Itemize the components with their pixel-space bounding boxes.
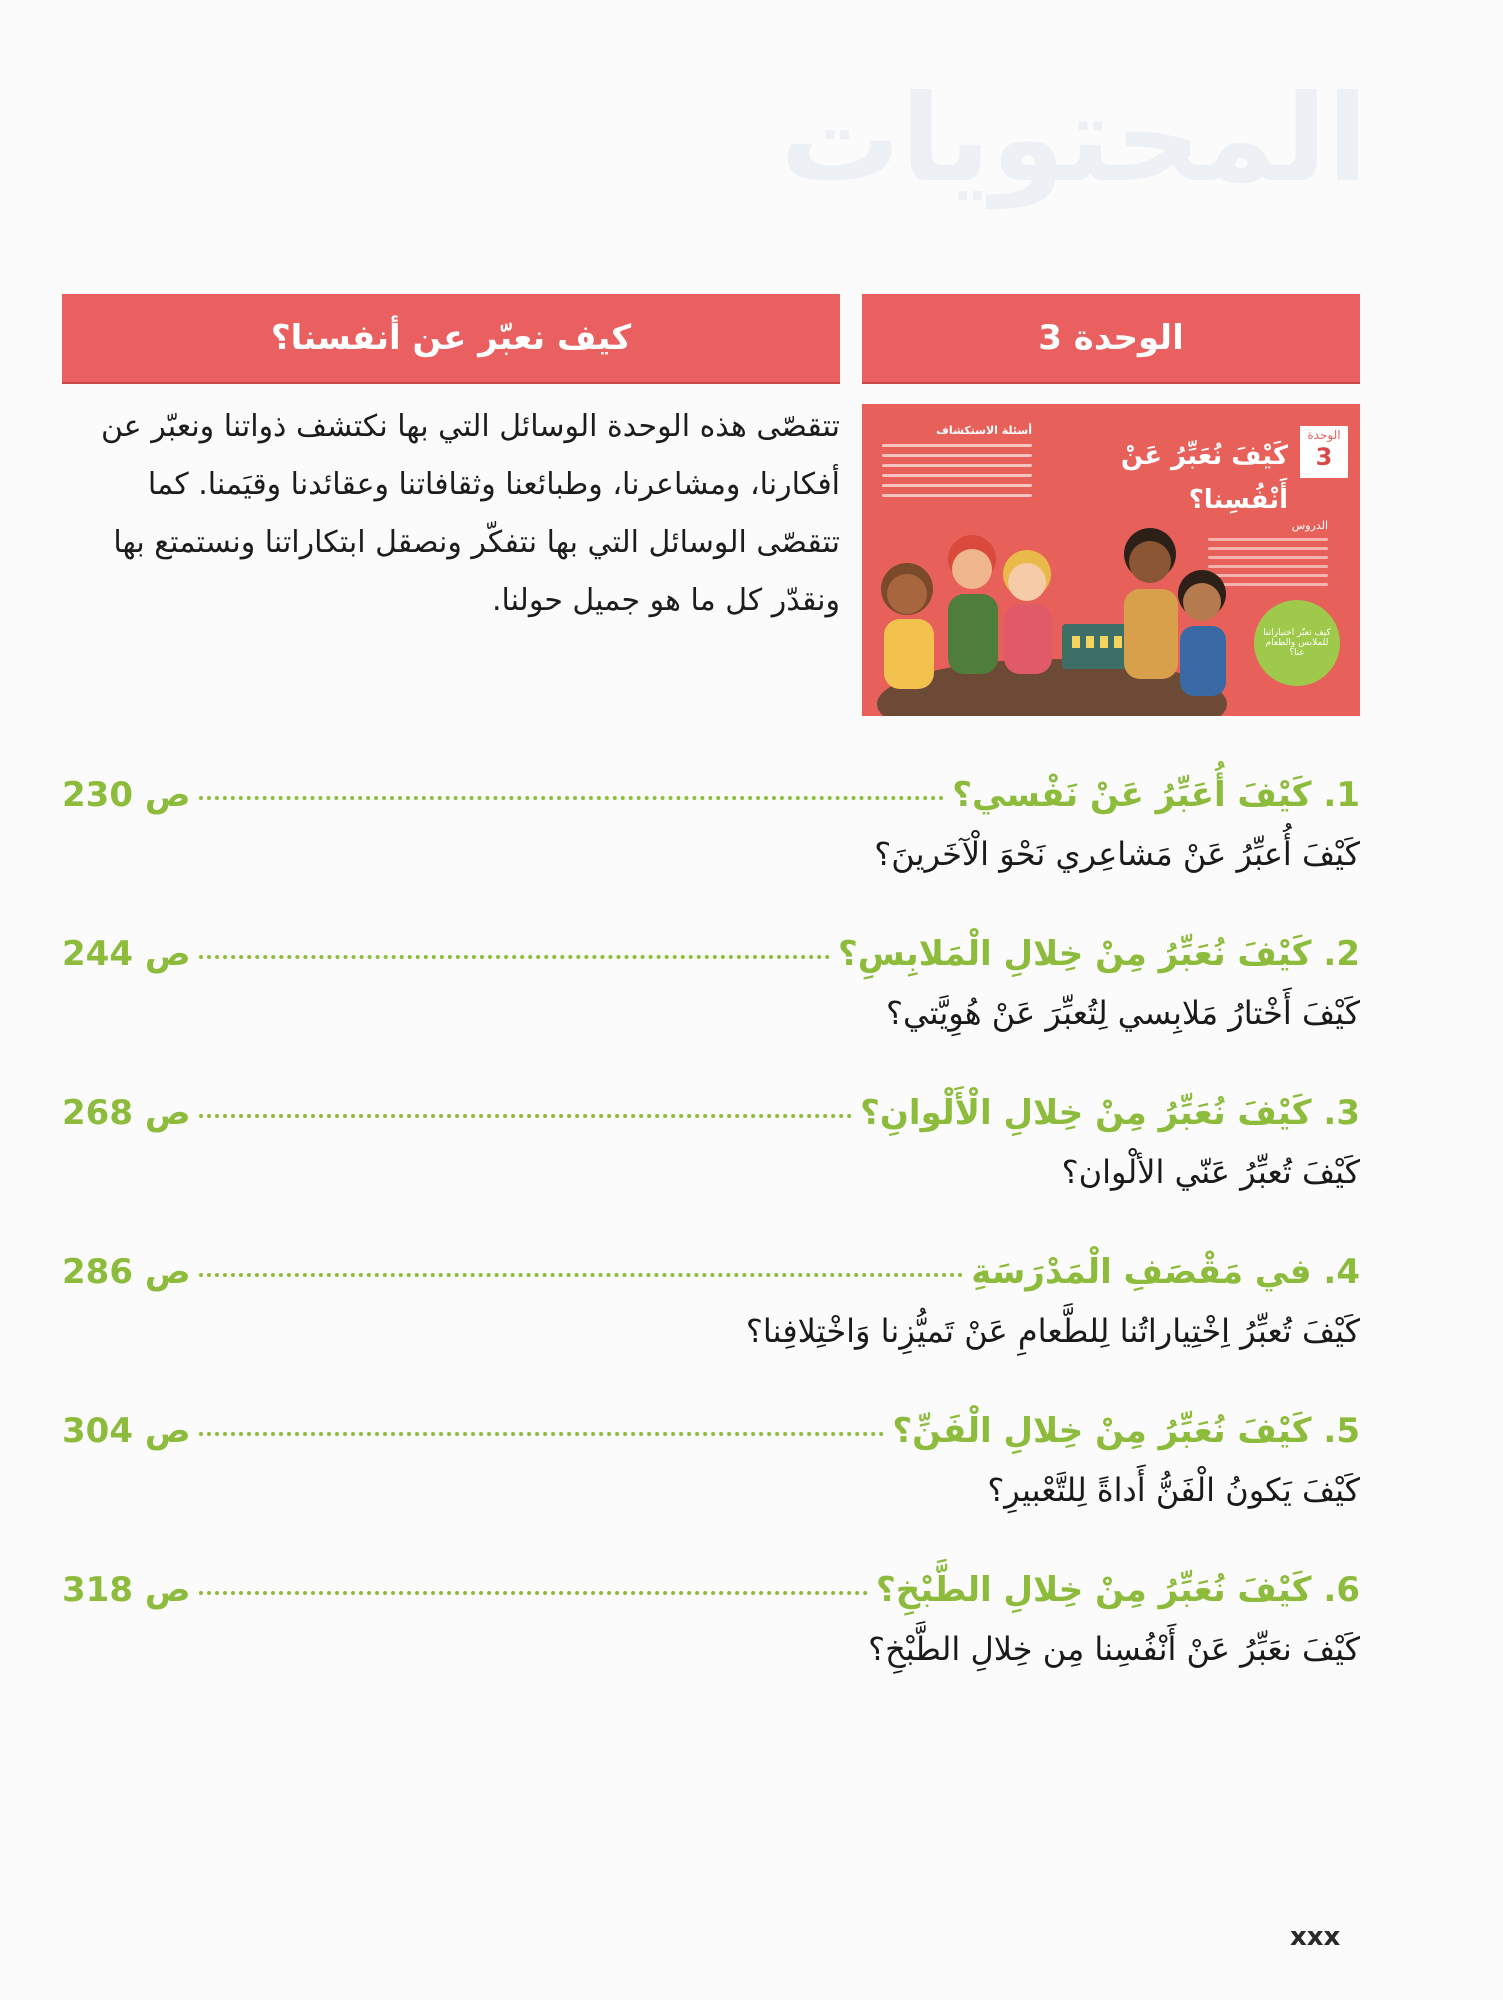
lesson-title[interactable]: 3. كَيْفَ نُعَبِّرُ مِنْ خِلالِ الْأَلْوانِ؟ — [860, 1093, 1360, 1133]
page-number: xxx — [1290, 1922, 1341, 1952]
cover-questions-heading: أسئلة الاستكشاف — [936, 424, 1032, 437]
lesson-page-number: ص 268 — [62, 1093, 191, 1133]
lesson-page-number: ص 286 — [62, 1252, 191, 1292]
cover-unit-number: 3 — [1315, 443, 1333, 471]
lesson-page-number: ص 304 — [62, 1411, 191, 1451]
unit-label-banner: الوحدة 3 — [862, 294, 1360, 384]
cover-title: كَيْفَ نُعَبِّرُ عَنْ أَنْفُسِنا؟ — [1120, 441, 1288, 515]
lesson-subquestion: كَيْفَ أُعبِّرُ عَنْ مَشاعِري نَحْوَ الْآخَرينَ؟ — [874, 835, 1360, 873]
lesson-entry[interactable] — [62, 1093, 1360, 1191]
lesson-subquestion: كَيْفَ يَكونُ الْفَنُّ أَداةً لِلتَّعْبيرِ؟ — [987, 1471, 1360, 1509]
leader-dots — [199, 1432, 885, 1436]
leader-dots — [199, 1273, 964, 1277]
lesson-page-number: ص 244 — [62, 934, 191, 974]
lesson-title[interactable]: 2. كَيْفَ نُعَبِّرُ مِنْ خِلالِ الْمَلابِسِ؟ — [838, 934, 1360, 974]
lesson-entry[interactable] — [62, 1252, 1360, 1350]
leader-dots — [199, 796, 945, 800]
lesson-subquestion: كَيْفَ نعَبِّرُ عَنْ أَنْفُسِنا مِن خِلالِ الطَّبْخِ؟ — [868, 1630, 1360, 1668]
cover-question-badge: كيف تعبّر اختياراتنا للملابس والطعام عنا؟ — [1254, 600, 1340, 686]
lesson-subquestion: كَيْفَ أَخْتارُ مَلابِسي لِتُعبِّرَ عَنْ هُوِيَّتي؟ — [886, 994, 1360, 1032]
lesson-title[interactable]: 4. في مَقْصَفِ الْمَدْرَسَةِ — [971, 1252, 1360, 1292]
lesson-title[interactable]: 1. كَيْفَ أُعَبِّرُ عَنْ نَفْسي؟ — [952, 775, 1360, 815]
leader-dots — [199, 1591, 868, 1595]
unit-intro-paragraph: تتقصّى هذه الوحدة الوسائل التي بها نكتشف ذواتنا ونعبّر عن أفكارنا، ومشاعرنا، وطبائعنا وثقافاتنا وعقائدنا وقيَمنا. كما تتقصّى الوسائل التي بها نتفكّر ونصقل ابتكاراتنا ونستمتع بها ونقدّر كل ما هو جميل حولنا. — [100, 409, 840, 618]
lesson-entry[interactable] — [62, 775, 1360, 873]
lesson-entry[interactable] — [62, 1411, 1360, 1509]
lesson-subquestion: كَيْفَ تُعبِّرُ عَنّي الألْوان؟ — [1061, 1153, 1360, 1191]
leader-dots — [199, 955, 830, 959]
lesson-page-number: ص 230 — [62, 775, 191, 815]
lesson-title[interactable]: 5. كَيْفَ نُعَبِّرُ مِنْ خِلالِ الْفَنِّ؟ — [892, 1411, 1360, 1451]
cover-lessons-heading: الدروس — [1291, 519, 1328, 532]
lesson-page-number: ص 318 — [62, 1570, 191, 1610]
cover-unit-word: الوحدة — [1307, 428, 1341, 442]
leader-dots — [199, 1114, 853, 1118]
unit-cover-image — [862, 404, 1360, 716]
lesson-title[interactable]: 6. كَيْفَ نُعَبِّرُ مِنْ خِلالِ الطَّبْخِ؟ — [875, 1570, 1360, 1610]
lesson-entry[interactable] — [62, 934, 1360, 1032]
lesson-entry[interactable] — [62, 1570, 1360, 1668]
page-title: المحتويات — [779, 70, 1368, 209]
lesson-subquestion: كَيْفَ تُعبِّرُ اِخْتِياراتُنا لِلطَّعامِ عَنْ تَميُّزِنا وَاخْتِلافِنا؟ — [745, 1312, 1360, 1350]
unit-question-banner: كيف نعبّر عن أنفسنا؟ — [62, 294, 840, 384]
